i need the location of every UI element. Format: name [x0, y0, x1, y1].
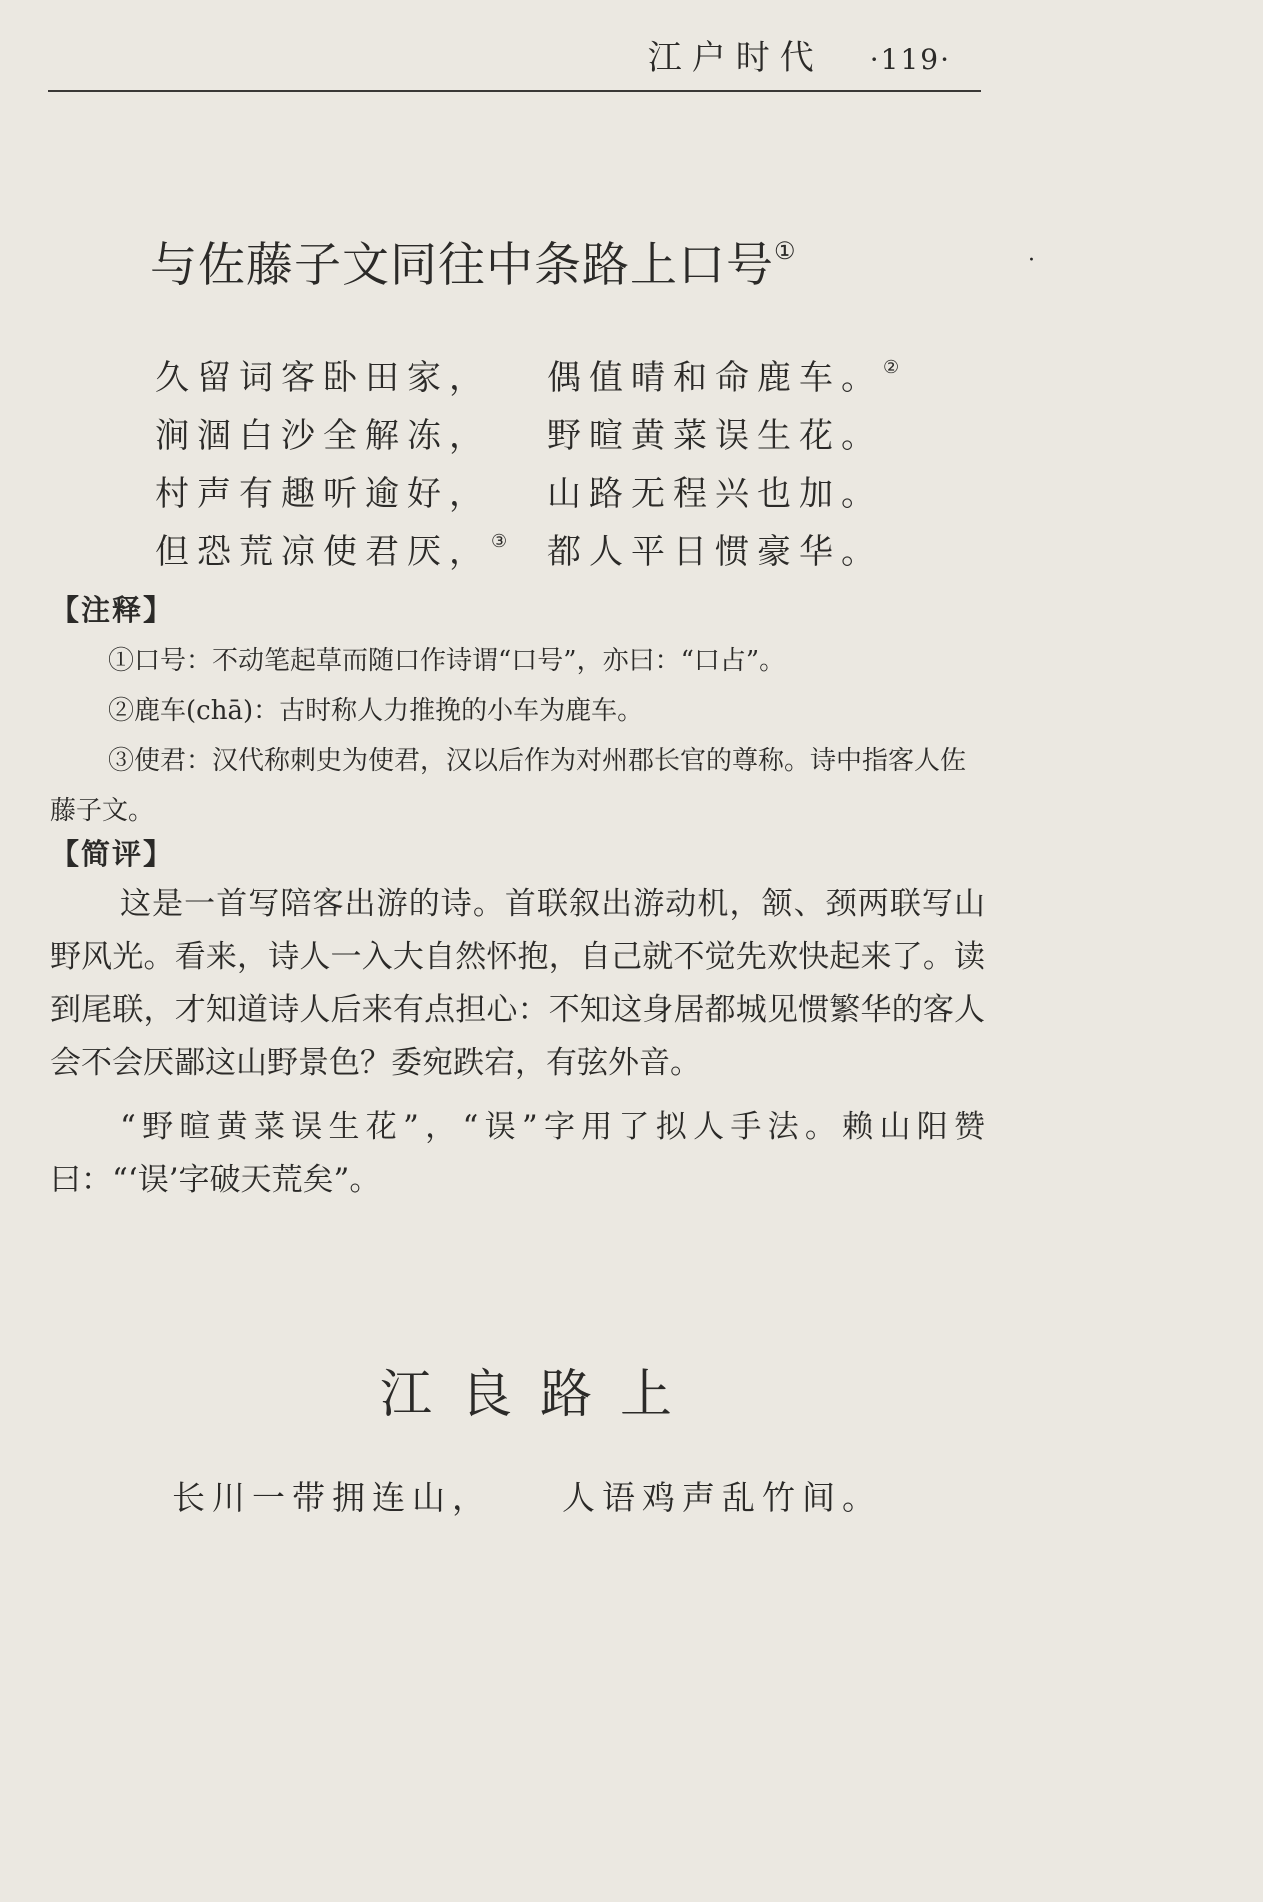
- notes-list: [50, 636, 985, 836]
- poem-line-right: 都人平日惯豪华。: [547, 532, 883, 572]
- poem-line-right: 山路无程兴也加。: [547, 474, 883, 514]
- poem-couplet: [155, 350, 915, 408]
- poem-line-left: 涧涸白沙全解冻，: [155, 416, 491, 456]
- poem-couplet: [155, 466, 915, 524]
- poem-couplet: [155, 408, 915, 466]
- poem-title: [150, 228, 797, 295]
- commentary-header: 【简评】: [50, 837, 175, 871]
- poem-line-left: 久留词客卧田家，: [155, 358, 491, 398]
- header-rule: [48, 90, 981, 92]
- commentary-paragraph: 这是一首写陪客出游的诗。首联叙出游动机，颔、颈两联写山野风光。看来，诗人一入大自然怀抱，自己就不觉先欢快起来了。读到尾联，才知道诗人后来有点担心：不知这身居都城见惯繁华的客人会不会厌鄙这山野景色？委宛跌宕，有弦外音。: [50, 886, 985, 1081]
- poem-couplet: [155, 524, 915, 582]
- running-head: [648, 30, 951, 79]
- note-item: ①口号：不动笔起草而随口作诗谓“口号”，亦曰：“口占”。: [108, 646, 786, 676]
- page-number: ·119·: [869, 43, 951, 76]
- poem-title-text: 与佐藤子文同往中条路上口号: [150, 238, 774, 293]
- note-item: ③使君：汉代称刺史为使君，汉以后作为对州郡长官的尊称。诗中指客人佐藤子文。: [50, 746, 967, 826]
- note-item: ②鹿车(chā)：古时称人力推挽的小车为鹿车。: [108, 696, 644, 726]
- poem-line-left: 但恐荒凉使君厌，③: [155, 531, 508, 572]
- poem2-line-left: 长川一带拥连山，: [172, 1478, 492, 1517]
- notes-header: 【注释】: [50, 593, 175, 627]
- poem-line-left: 村声有趣听逾好，: [155, 474, 491, 514]
- poem-line-right: 野暄黄菜误生花。: [547, 416, 883, 456]
- commentary-paragraph: “野暄黄菜误生花”，“误”字用了拟人手法。赖山阳赞曰：“‘误’字破天荒矣”。: [50, 1109, 985, 1198]
- poem2-title: 江良路上: [380, 1365, 701, 1425]
- poem2-first-couplet: [172, 1472, 932, 1522]
- poem-line-right: 偶值晴和命鹿车。②: [547, 357, 900, 398]
- commentary-body: [50, 878, 985, 1218]
- poem-title-footnote-marker: ①: [774, 237, 797, 265]
- margin-mark: ·: [1028, 248, 1035, 273]
- running-head-section: 江户时代: [647, 38, 824, 78]
- poem2-line-right: 人语鸡声乱竹间。: [562, 1478, 882, 1517]
- poem-body: [155, 350, 915, 582]
